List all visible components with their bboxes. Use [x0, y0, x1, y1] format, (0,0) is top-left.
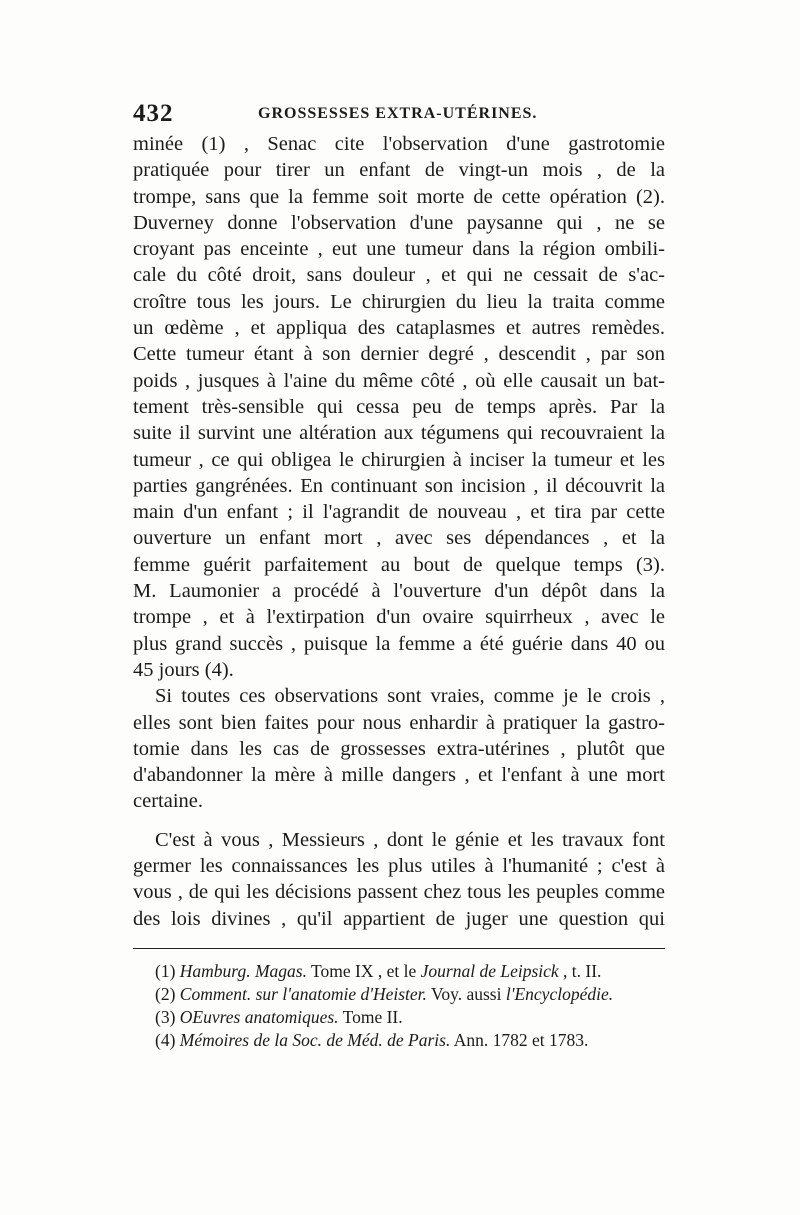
- text-line: minée (1) , Senac cite l'observation d'une gastrotomie: [133, 133, 665, 155]
- text-line: tomie dans les cas de grossesses extra-utérines , plutôt que: [133, 737, 665, 760]
- text-line: trompe , et à l'extirpation d'un ovaire squirrheux , avec le: [133, 606, 665, 629]
- footnote: [155, 1029, 665, 1052]
- footnote-number: (3): [155, 1007, 176, 1027]
- footnote-text: Journal de Leipsick: [420, 961, 559, 981]
- text-line: tement très-sensible qui cessa peu de temps après. Par la: [133, 395, 665, 418]
- text-line: certaine.: [133, 790, 203, 813]
- footnote-number: (2): [155, 984, 176, 1004]
- footnote-text: Tome IX , et le: [306, 961, 421, 981]
- page-number: 432: [133, 100, 174, 127]
- footnote-number: (4): [155, 1030, 176, 1050]
- text-line: elles sont bien faites pour nous enhardir à pratiquer la gastro-: [133, 711, 665, 734]
- text-line: M. Laumonier a procédé à l'ouverture d'un dépôt dans la: [133, 580, 665, 603]
- text-line: femme guérit parfaitement au bout de quelque temps (3).: [133, 553, 665, 576]
- footnotes: [155, 960, 665, 1052]
- text-line: Duverney donne l'observation d'une paysanne qui , ne se: [133, 211, 665, 234]
- text-line: plus grand succès , puisque la femme a été guérie dans 40 ou: [133, 632, 665, 655]
- text-line: pratiquée pour tirer un enfant de vingt-un mois , de la: [133, 159, 665, 182]
- footnote: [155, 1006, 665, 1029]
- text-line: croyant pas enceinte , eut une tumeur dans la région ombili-: [133, 238, 665, 261]
- footnote-text: Comment. sur l'anatomie d'Heister.: [179, 984, 427, 1004]
- footnote: [155, 983, 665, 1006]
- footnote-text: , t. II.: [558, 961, 602, 981]
- footnote-divider: [133, 948, 665, 949]
- text-line: germer les connaissances les plus utiles à l'humanité ; c'est à: [133, 855, 665, 878]
- footnote-number: (1): [155, 961, 176, 981]
- text-line: Cette tumeur étant à son dernier degré , descendit , par son: [133, 343, 665, 366]
- text-line: main d'un enfant ; il l'agrandit de nouveau , et tira par cette: [133, 501, 665, 524]
- text-line: un œdème , et appliqua des cataplasmes et autres remèdes.: [133, 317, 665, 340]
- running-title: GROSSESSES EXTRA-UTÉRINES.: [258, 105, 538, 122]
- text-line: ouverture un enfant mort , avec ses dépendances , et la: [133, 527, 665, 550]
- text-line: C'est à vous , Messieurs , dont le génie et les travaux font: [155, 828, 665, 851]
- text-line: 45 jours (4).: [133, 658, 234, 681]
- text-line: suite il survint une altération aux tégumens qui recouvraient la: [133, 422, 665, 445]
- text-line: tumeur , ce qui obligea le chirurgien à inciser la tumeur et les: [133, 448, 665, 471]
- text-line: trompe, sans que la femme soit morte de cette opération (2).: [133, 185, 665, 208]
- text-line: cale du côté droit, sans douleur , et qui ne cessait de s'ac-: [133, 264, 665, 287]
- text-line: des lois divines , qu'il appartient de juger une question qui: [133, 907, 665, 930]
- body-text: [133, 131, 665, 932]
- text-line: d'abandonner la mère à mille dangers , et l'enfant à une mort: [133, 764, 665, 787]
- footnote-text: Mémoires de la Soc. de Méd. de Paris.: [179, 1030, 451, 1050]
- text-line: vous , de qui les décisions passent chez tous les peuples comme: [133, 881, 665, 904]
- text-line: croître tous les jours. Le chirurgien du lieu la traita comme: [133, 290, 665, 313]
- footnote-text: Hamburg. Magas.: [179, 961, 307, 981]
- text-line: Si toutes ces observations sont vraies, comme je le crois ,: [155, 685, 665, 708]
- text-line: poids , jusques à l'aine du même côté , où elle causait un bat-: [133, 369, 665, 392]
- footnote-text: Ann. 1782 et 1783.: [450, 1030, 589, 1050]
- footnote-text: OEuvres anatomiques.: [179, 1007, 339, 1027]
- text-line: parties gangrénées. En continuant son incision , il découvrit la: [133, 474, 665, 497]
- footnote: [155, 960, 665, 983]
- footnote-text: Voy. aussi: [426, 984, 506, 1004]
- footnote-text: l'Encyclopédie.: [505, 984, 614, 1004]
- footnote-text: Tome II.: [338, 1007, 403, 1027]
